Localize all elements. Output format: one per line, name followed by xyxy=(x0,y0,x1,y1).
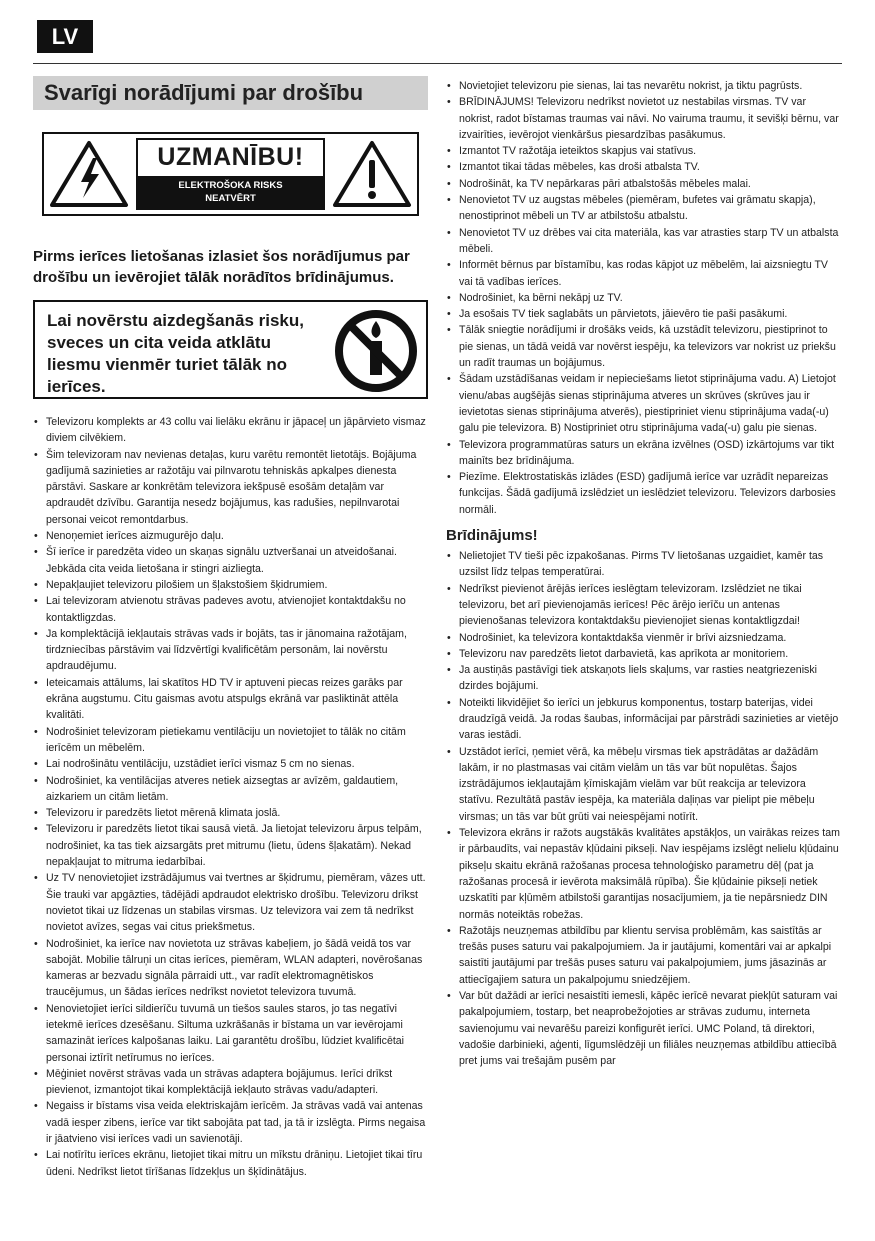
intro-text: Pirms ierīces lietošanas izlasiet šos norādījumus par drošību un ievērojiet tālāk norādītos brīdinājumus. xyxy=(33,248,410,286)
list-item: • Šim televizoram nav nevienas detaļas, kuru varētu remontēt lietotājs. Bojājuma gadījumā sazinieties ar ražotāju vai pilnvarotu tehniskās apkalpes dienesta pārstāvi. Saskare ar konkrētām televizora iekšpusē esošām detaļām var apdraudēt dzīvību. Garantija nesedz bojājumus, kas radušies, nepilnvarotai personai veicot remontdarbus. xyxy=(33,447,428,528)
caution-title: UZMANĪBU! xyxy=(157,142,304,171)
list-item: • Nenovietojiet ierīci sildierīču tuvumā un tiešos saules staros, jo tas negatīvi ietekmē ierīces dzesēšanu. Siltuma uzkrāšanās ir bīstama un var ievērojami samazināt ierīces kalpošanas laiku. Lai garantētu drošību, lūdziet kvalificētai personai iztīrīt netīrumus no ierīces. xyxy=(33,1001,428,1066)
list-item: • Negaiss ir bīstams visa veida elektriskajām ierīcēm. Ja strāvas vadā vai antenas vadā iesper zibens, ierīce var tikt sabojāta pat tad, ja tā ir izslēgta. Pirms negaisa ir jāatvieno visi ierīces vadi un savienotāji. xyxy=(33,1098,428,1147)
warning-list xyxy=(446,548,842,1070)
list-item: • Nodrošiniet televizoram pietiekamu ventilāciju un novietojiet to tālāk no citām ierīcēm un mēbelēm. xyxy=(33,724,428,757)
safety-list-left xyxy=(33,414,428,1180)
electric-shock-caution-panel xyxy=(42,132,419,216)
list-item: • Nodrošiniet, ka ierīce nav novietota uz strāvas kabeļiem, jo šādā veidā tos var sabojāt. Mobilie tālruņi un citas ierīces, piemēram, WLAN adapteri, novērošanas kameras ar bezvadu signāla pārraidi utt., var radīt elektromagnētiskos traucējumus, un šādas ierīces nedrīkst novietot televizora tuvumā. xyxy=(33,936,428,1001)
list-item: • Ja austiņās pastāvīgi tiek atskaņots liels skaļums, var rasties neatgriezeniski dzirdes bojājumi. xyxy=(446,662,842,695)
list-item: • Šādam uzstādīšanas veidam ir nepieciešams lietot stiprinājuma vadu. A) Lietojot vienu/abas augšējās sienas stiprinājuma atveres un skrūves (skrūves jau ir ievietotas sienas stiprinājuma atverēs), piestipriniet vienu stiprinājuma vada(-u) galu pie televizora. B) Nostipriniet otru stiprinājuma vada(-u) galu pie sienas. xyxy=(446,371,842,436)
list-item: • Mēģiniet novērst strāvas vada un strāvas adaptera bojājumus. Ierīci drīkst pievienot, izmantojot tikai komplektācijā iekļauto strāvas vadu/adapteri. xyxy=(33,1066,428,1099)
header-divider xyxy=(33,63,842,64)
list-item: • Lai nodrošinātu ventilāciju, uzstādiet ierīci vismaz 5 cm no sienas. xyxy=(33,756,428,772)
list-item: • Ja esošais TV tiek saglabāts un pārvietots, jāievēro tie paši pasākumi. xyxy=(446,306,842,322)
list-item: • Televizoru ir paredzēts lietot tikai sausā vietā. Ja lietojat televizoru ārpus telpām, nodrošiniet, ka tas tiek aizsargāts pret mitrumu (lietu, ūdens šļakatām). Nekad nepakļaujat to mitruma iedarbībai. xyxy=(33,821,428,870)
list-item: • Nodrošināt, ka TV nepārkaras pāri atbalstošās mēbeles malai. xyxy=(446,176,842,192)
list-item: • Nodrošiniet, ka televizora kontaktdakša vienmēr ir brīvi aizsniedzama. xyxy=(446,630,842,646)
caution-line-2: NEATVĒRT xyxy=(205,193,256,204)
list-item: • BRĪDINĀJUMS! Televizoru nedrīkst novietot uz nestabilas virsmas. TV var nokrist, radot bīstamas traumas vai nāvi. No vairuma traumu, it sevišķi bērnu, var izvairīties, ievērojot vienkāršus piesardzības pasākumus. xyxy=(446,94,842,143)
list-item: • Noteikti likvidējiet šo ierīci un jebkurus komponentus, tostarp baterijas, videi draudzīgā veidā. Ja rodas šaubas, informācijai par pārstrādi sazinieties ar vietējo varas iestādi. xyxy=(446,695,842,744)
list-item: • Nenovietot TV uz drēbes vai cita materiāla, kas var atrasties starp TV un atbalsta mēbeli. xyxy=(446,225,842,258)
caution-line-1: ELEKTROŠOKA RISKS xyxy=(178,180,283,191)
list-item: • Nodrošiniet, ka bērni nekāpj uz TV. xyxy=(446,290,842,306)
list-item: • Šī ierīce ir paredzēta video un skaņas signālu uztveršanai un atveidošanai. Jebkāda cita veida lietošana ir stingri aizliegta. xyxy=(33,544,428,577)
list-item: • Nepakļaujiet televizoru pilošiem un šļakstošiem šķidrumiem. xyxy=(33,577,428,593)
electric-shock-warning-icon xyxy=(49,140,129,208)
caution-subtitle xyxy=(138,176,323,208)
list-item: • Nelietojiet TV tieši pēc izpakošanas. Pirms TV lietošanas uzgaidiet, kamēr tas uzsilst līdz telpas temperatūrai. xyxy=(446,548,842,581)
list-item: • Nedrīkst pievienot ārējās ierīces ieslēgtam televizoram. Izslēdziet ne tikai televizoru, bet arī pievienojamās ierīces! Pēc ārējo ierīču un antenas pievienošanas televizora kontaktdakšu pievienojiet sienas kontaktligzdai! xyxy=(446,581,842,630)
list-item: • Televizoru komplekts ar 43 collu vai lielāku ekrānu ir jāpaceļ un jāpārvieto vismaz diviem cilvēkiem. xyxy=(33,414,428,447)
caution-label xyxy=(136,138,325,210)
list-item: • Uz TV nenovietojiet izstrādājumus vai tvertnes ar šķidrumu, piemēram, vāzes utt. Šie trauki var apgāzties, tādējādi apdraudot elektrisko drošību. Televizoru drīkst novietot tikai uz līdzenas un stabilas virsmas. Uz televizora vai zem tā nedrīkst novietot avīzes, segas vai citus priekšmetus. xyxy=(33,870,428,935)
exclamation-warning-icon xyxy=(332,140,412,208)
list-item: • Televizora programmatūras saturs un ekrāna izvēlnes (OSD) izkārtojums var tikt mainīts bez brīdinājuma. xyxy=(446,437,842,470)
language-badge: LV xyxy=(37,20,93,53)
list-item: • Uzstādot ierīci, ņemiet vērā, ka mēbeļu virsmas tiek apstrādātas ar dažādām lakām, ir no plastmasas vai citām vielām un tās var būt nopulētas. Šajos izstrādājumos iekļautajām ķīmiskajām vielām var būt reakcija ar televizora statīvu. Rezultātā pastāv iespēja, ka materiāla daļiņas var pielipt pie mēbeļu virsmas; un tās var būt grūti vai neiespējami notīrīt. xyxy=(446,744,842,825)
list-item: • Izmantot TV ražotāja ieteiktos skapjus vai statīvus. xyxy=(446,143,842,159)
warning-heading: Brīdinājums! xyxy=(446,527,538,545)
left-column xyxy=(33,76,428,1180)
fire-warning-panel xyxy=(33,300,428,399)
fire-warning-text: Lai novērstu aizdegšanās risku, sveces un cita veida atklātu liesmu vienmēr turiet tālāk no ierīces. xyxy=(47,311,304,396)
list-item: • Novietojiet televizoru pie sienas, lai tas nevarētu nokrist, ja tiktu pagrūsts. xyxy=(446,78,842,94)
list-item: • Televizoru ir paredzēts lietot mērenā klimata joslā. xyxy=(33,805,428,821)
list-item: • Lai televizoram atvienotu strāvas padeves avotu, atvienojiet kontaktdakšu no kontaktligzdas. xyxy=(33,593,428,626)
list-item: • Nenovietot TV uz augstas mēbeles (piemēram, bufetes vai grāmatu skapja), nenostiprinot mēbeli un TV ar atbilstošu atbalstu. xyxy=(446,192,842,225)
list-item: • Var būt dažādi ar ierīci nesaistīti iemesli, kāpēc ierīcē nevarat piekļūt saturam vai pakalpojumiem, tostarp, bet neaprobežojoties ar strāvas zudumu, interneta savienojumu vai nevarēšu pareizi konfigurēt ierīci. UMC Poland, tā direktori, vadošie darbinieki, aģenti, līgumslēdzēji un filiāles neuzņemas atbildību attiecībā pret jums vai trešajām pusēm par xyxy=(446,988,842,1069)
list-item: • Ražotājs neuzņemas atbildību par klientu servisa problēmām, kas saistītās ar trešās puses saturu vai pakalpojumiem. Ja ir jautājumi, komentāri vai ar apkalpi saistīti jautājumi par trešās puses saturu vai pakalpojumiem, jums jāsazinās ar attiecīgajiem satura un pakalpojumu sniedzējiem. xyxy=(446,923,842,988)
list-item: • Nodrošiniet, ka ventilācijas atveres netiek aizsegtas ar avīzēm, galdautiem, aizkariem un citām lietām. xyxy=(33,773,428,806)
section-title: Svarīgi norādījumi par drošību xyxy=(33,76,428,110)
list-item: • Tālāk sniegtie norādījumi ir drošāks veids, kā uzstādīt televizoru, piestiprinot to pie sienas, un tādā veidā var novērst iespēju, ka televizors var nokrist uz priekšu un radīt traumas un bojājumus. xyxy=(446,322,842,371)
list-item: • Lai notīrītu ierīces ekrānu, lietojiet tikai mitru un mīkstu drāniņu. Lietojiet tikai tīru ūdeni. Nedrīkst lietot tīrīšanas līdzekļus un šķīdinātājus. xyxy=(33,1147,428,1180)
list-item: • Televizoru nav paredzēts lietot darbavietā, kas aprīkota ar monitoriem. xyxy=(446,646,842,662)
right-column xyxy=(446,78,842,1070)
list-item: • Ja komplektācijā iekļautais strāvas vads ir bojāts, tas ir jānomaina ražotājam, tirdzniecības pārstāvim vai līdzvērtīgi kvalificētām personām, lai novērstu apdraudējumu. xyxy=(33,626,428,675)
list-item: • Ieteicamais attālums, lai skatītos HD TV ir aptuveni piecas reizes garāks par ekrāna augstumu. Citu gaismas avotu atspulgs ekrānā var pasliktināt attēla kvalitāti. xyxy=(33,675,428,724)
list-item: • Televizora ekrāns ir ražots augstākās kvalitātes apstākļos, un vairākas reizes tam ir pārbaudīts, vai nepastāv kļūdaini pikseļi. Nav iespējams izslēgt nelielu kļūdainu pikseļu skaitu ekrānā ražošanas procesa tehnoloģisko parametru dēļ (pat ja ražošanas procesā ir ievērota maksimālā rūpība). Šie kļūdainie pikseļi netiek uzskatīti par kļūmēm atbilstoši garantijas nosacījumiem, ja tie nepārsniedz DIN normās noteiktās robežas. xyxy=(446,825,842,923)
list-item: • Izmantot tikai tādas mēbeles, kas droši atbalsta TV. xyxy=(446,159,842,175)
list-item: • Informēt bērnus par bīstamību, kas rodas kāpjot uz mēbelēm, lai aizsniegtu TV vai tā vadības ierīces. xyxy=(446,257,842,290)
safety-list-right xyxy=(446,78,842,518)
no-open-flame-icon xyxy=(334,309,418,393)
list-item: • Nenoņemiet ierīces aizmugurējo daļu. xyxy=(33,528,428,544)
list-item: • Piezīme. Elektrostatiskās izlādes (ESD) gadījumā ierīce var uzrādīt nepareizas funkcijas. Šādā gadījumā izslēdziet un ieslēdziet televizoru. Televizors darbosies normāli. xyxy=(446,469,842,518)
